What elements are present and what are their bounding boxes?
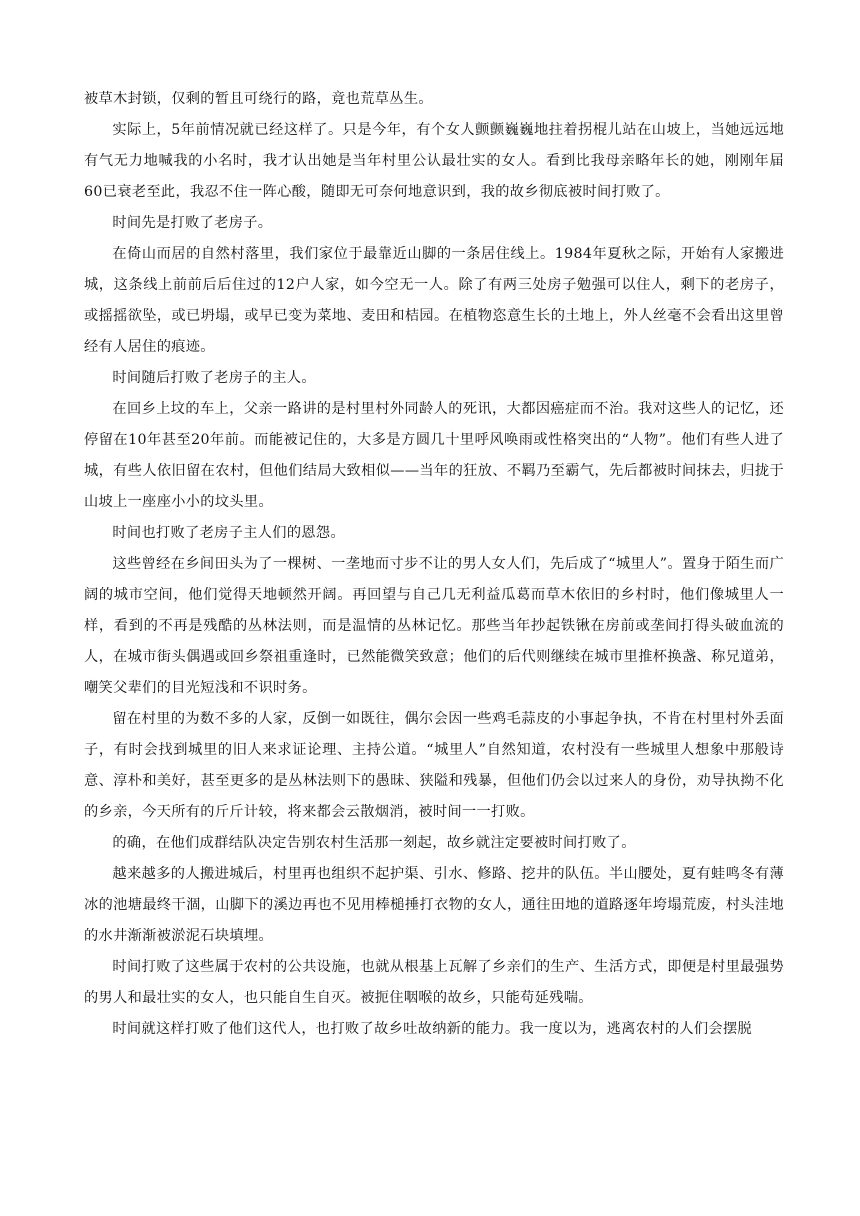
paragraph: 在倚山而居的自然村落里，我们家位于最靠近山脚的一条居住线上。1984年夏秋之际，开始有人家搬进城，这条线上前前后后住过的12户人家，如今空无一人。除了有两三处房子勉强可以住人，剩下的老房子，或摇摇欲坠，或已坍塌，或早已变为菜地、麦田和桔园。在植物恣意生长的土地上，外人丝毫不会看出这里曾经有人居住的痕迹。 xyxy=(84,246,784,355)
paragraph: 被草木封锁，仅剩的暂且可绕行的路，竟也荒草丛生。 xyxy=(84,91,433,107)
paragraph: 时间先是打败了老房子。 xyxy=(112,215,273,231)
article-body xyxy=(84,84,784,1045)
paragraph: 在回乡上坟的车上，父亲一路讲的是村里村外同龄人的死讯，大都因癌症而不治。我对这些人的记忆，还停留在10年甚至20年前。而能被记住的，大多是方圆几十里呼风唤雨或性格突出的“人物”。他们有些人进了城，有些人依旧留在农村，但他们结局大致相似——当年的狂放、不羁乃至霸气，先后都被时间抹去，归拢于山坡上一座座小小的坟头里。 xyxy=(84,401,784,510)
paragraph: 越来越多的人搬进城后，村里再也组织不起护渠、引水、修路、挖井的队伍。半山腰处，夏有蛙鸣冬有薄冰的池塘最终干涸，山脚下的溪边再也不见用棒槌捶打衣物的女人，通往田地的道路逐年垮塌荒废，村头洼地的水井渐渐被淤泥石块填埋。 xyxy=(84,866,784,944)
paragraph: 时间也打败了老房子主人们的恩怨。 xyxy=(112,525,345,541)
paragraph: 这些曾经在乡间田头为了一棵树、一垄地而寸步不让的男人女人们，先后成了“城里人”。置身于陌生而广阔的城市空间，他们觉得天地顿然开阔。再回望与自己几无利益瓜葛而草木依旧的乡村时，他们像城里人一样，看到的不再是残酷的丛林法则，而是温情的丛林记忆。那些当年抄起铁锹在房前或垄间打得头破血流的人，在城市街头偶遇或回乡祭祖重逢时，已然能微笑致意；他们的后代则继续在城市里推杯换盏、称兄道弟，嘲笑父辈们的目光短浅和不识时务。 xyxy=(84,556,784,696)
paragraph: 时间就这样打败了他们这代人，也打败了故乡吐故纳新的能力。我一度以为，逃离农村的人们会摆脱 xyxy=(112,1021,753,1037)
paragraph: 的确，在他们成群结队决定告别农村生活那一刻起，故乡就注定要被时间打败了。 xyxy=(112,835,636,851)
paragraph: 留在村里的为数不多的人家，反倒一如既往，偶尔会因一些鸡毛蒜皮的小事起争执，不肯在村里村外丢面子，有时会找到城里的旧人来求证论理、主持公道。“城里人”自然知道，农村没有一些城里人想象中那般诗意、淳朴和美好，甚至更多的是丛林法则下的愚昧、狭隘和残暴，但他们仍会以过来人的身份，劝导执拗不化的乡亲，今天所有的斤斤计较，将来都会云散烟消，被时间一一打败。 xyxy=(84,711,784,820)
paragraph: 时间打败了这些属于农村的公共设施，也就从根基上瓦解了乡亲们的生产、生活方式，即便是村里最强势的男人和最壮实的女人，也只能自生自灭。被扼住咽喉的故乡，只能苟延残喘。 xyxy=(84,959,784,1006)
paragraph: 时间随后打败了老房子的主人。 xyxy=(112,370,316,386)
paragraph: 实际上，5年前情况就已经这样了。只是今年，有个女人颤颤巍巍地拄着拐棍儿站在山坡上，当她远远地有气无力地喊我的小名时，我才认出她是当年村里公认最壮实的女人。看到比我母亲略年长的她，刚刚年届60已衰老至此，我忍不住一阵心酸，随即无可奈何地意识到，我的故乡彻底被时间打败了。 xyxy=(84,122,784,200)
